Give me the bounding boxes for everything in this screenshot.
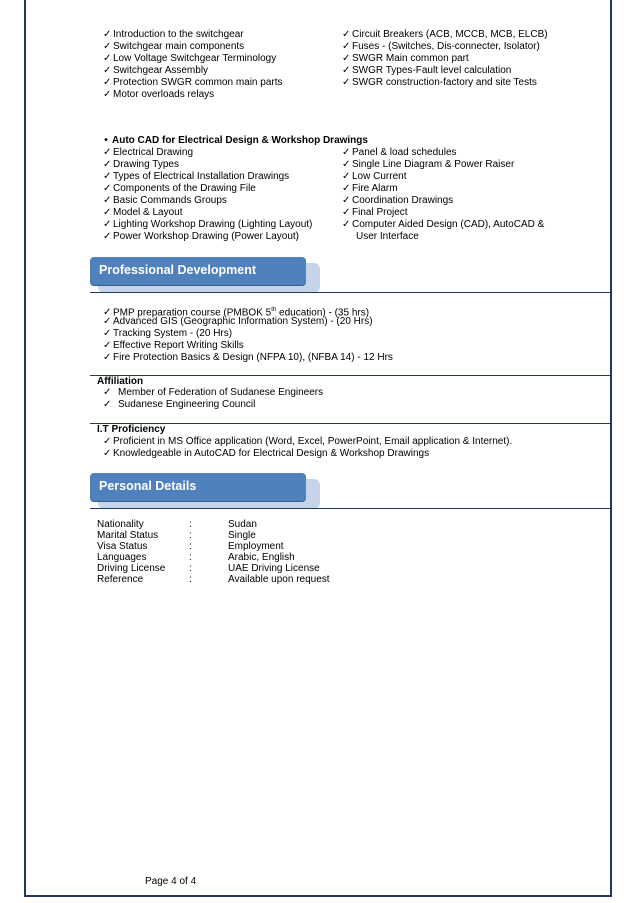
list-item: ✓ Low Voltage Switchgear Terminology [103,53,277,64]
page-number: Page 4 of 4 [145,876,197,887]
list-item: ✓ Advanced GIS (Geographic Information System) - (20 Hrs) [103,316,373,327]
list-item-continuation: User Interface [356,231,419,242]
list-item: ✓ SWGR Main common part [342,53,469,64]
it-proficiency-heading: I.T Proficiency [97,424,166,435]
list-item: ✓ Switchgear main components [103,41,245,52]
check-icon: ✓ [103,340,112,351]
check-icon: ✓ [103,53,112,64]
detail-label: Nationality [97,519,144,530]
list-item: ✓ Electrical Drawing [103,147,194,158]
detail-separator: : [189,552,192,563]
section-box [90,473,306,501]
list-item: ✓ Fire Protection Basics & Design (NFPA 10), (NFBA 14) - 12 Hrs [103,352,393,363]
check-icon: ✓ [103,89,112,100]
list-item: ✓ Tracking System - (20 Hrs) [103,328,233,339]
check-icon: ✓ [103,307,112,319]
section-divider [90,423,612,424]
list-item: ✓ Fire Alarm [342,183,398,194]
check-icon: ✓ [342,29,351,40]
detail-separator: : [189,519,192,530]
section-box [90,257,306,285]
check-icon: ✓ [342,195,351,206]
check-icon: ✓ [103,159,112,170]
autocad-heading: • Auto CAD for Electrical Design & Workshop Drawings [100,135,368,147]
check-icon: ✓ [103,41,112,52]
check-icon: ✓ [103,352,112,363]
section-title: Personal Details [99,479,197,493]
check-icon: ✓ [342,147,351,158]
list-item: ✓ Switchgear Assembly [103,65,209,76]
list-item: ✓ Panel & load schedules [342,147,457,158]
check-icon: ✓ [342,77,351,88]
check-icon: ✓ [103,195,112,206]
check-icon: ✓ [342,159,351,170]
check-icon: ✓ [103,171,112,182]
list-item: ✓ Introduction to the switchgear [103,29,244,40]
affiliation-heading: Affiliation [97,376,144,387]
bullet-icon: • [104,135,108,146]
list-item: ✓ Effective Report Writing Skills [103,340,244,351]
list-item: ✓ Single Line Diagram & Power Raiser [342,159,515,170]
check-icon: ✓ [342,65,351,76]
check-icon: ✓ [342,171,351,182]
check-icon: ✓ [342,53,351,64]
check-icon: ✓ [103,207,112,218]
check-icon: ✓ [103,183,112,194]
detail-label: Reference [97,574,144,585]
check-icon: ✓ [103,65,112,76]
detail-value: Employment [228,541,284,552]
list-item: ✓ Proficient in MS Office application (Word, Excel, PowerPoint, Email application & Internet). [103,436,513,447]
section-divider [90,375,612,376]
list-item: ✓ Protection SWGR common main parts [103,77,283,88]
check-icon: ✓ [103,448,112,459]
list-item: ✓ Coordination Drawings [342,195,454,206]
list-item: ✓ PMP preparation course (PMBOK 5th education) - (35 hrs) [103,307,370,319]
detail-value: Single [228,530,256,541]
detail-separator: : [189,574,192,585]
list-item: ✓ Fuses - (Switches, Dis-connecter, Isolator) [342,41,540,52]
detail-value: UAE Driving License [228,563,320,574]
check-icon: ✓ [103,387,112,398]
detail-value: Sudan [228,519,257,530]
check-icon: ✓ [103,231,112,242]
detail-value: Arabic, English [228,552,295,563]
detail-label: Marital Status [97,530,159,541]
section-title: Professional Development [99,263,256,277]
check-icon: ✓ [103,77,112,88]
detail-value: Available upon request [228,574,330,585]
list-item: ✓ Sudanese Engineering Council [103,399,256,410]
detail-label: Languages [97,552,147,563]
check-icon: ✓ [342,219,351,230]
list-item: ✓ Components of the Drawing File [103,183,256,194]
section-divider [90,508,612,509]
detail-separator: : [189,541,192,552]
detail-label: Visa Status [97,541,148,552]
list-item: ✓ SWGR construction-factory and site Tests [342,77,537,88]
list-item: ✓ Drawing Types [103,159,179,170]
list-item: ✓ Member of Federation of Sudanese Engineers [103,387,324,398]
list-item: ✓ Low Current [342,171,407,182]
list-item: ✓ Basic Commands Groups [103,195,227,206]
list-item: ✓ Power Workshop Drawing (Power Layout) [103,231,300,242]
list-item: ✓ Types of Electrical Installation Drawings [103,171,290,182]
check-icon: ✓ [342,207,351,218]
list-item: ✓ Lighting Workshop Drawing (Lighting Layout) [103,219,313,230]
check-icon: ✓ [103,328,112,339]
detail-label: Driving License [97,563,166,574]
list-item: ✓ SWGR Types-Fault level calculation [342,65,512,76]
list-item: ✓ Motor overloads relays [103,89,215,100]
list-item: ✓ Computer Aided Design (CAD), AutoCAD & [342,219,545,230]
section-divider [90,292,612,293]
check-icon: ✓ [103,399,112,410]
list-item: ✓ Model & Layout [103,207,183,218]
list-item: ✓ Final Project [342,207,408,218]
check-icon: ✓ [103,316,112,327]
list-item: ✓ Circuit Breakers (ACB, MCCB, MCB, ELCB) [342,29,548,40]
check-icon: ✓ [342,41,351,52]
check-icon: ✓ [103,219,112,230]
detail-separator: : [189,563,192,574]
check-icon: ✓ [342,183,351,194]
check-icon: ✓ [103,147,112,158]
detail-separator: : [189,530,192,541]
list-item: ✓ Knowledgeable in AutoCAD for Electrical Design & Workshop Drawings [103,448,430,459]
check-icon: ✓ [103,436,112,447]
check-icon: ✓ [103,29,112,40]
